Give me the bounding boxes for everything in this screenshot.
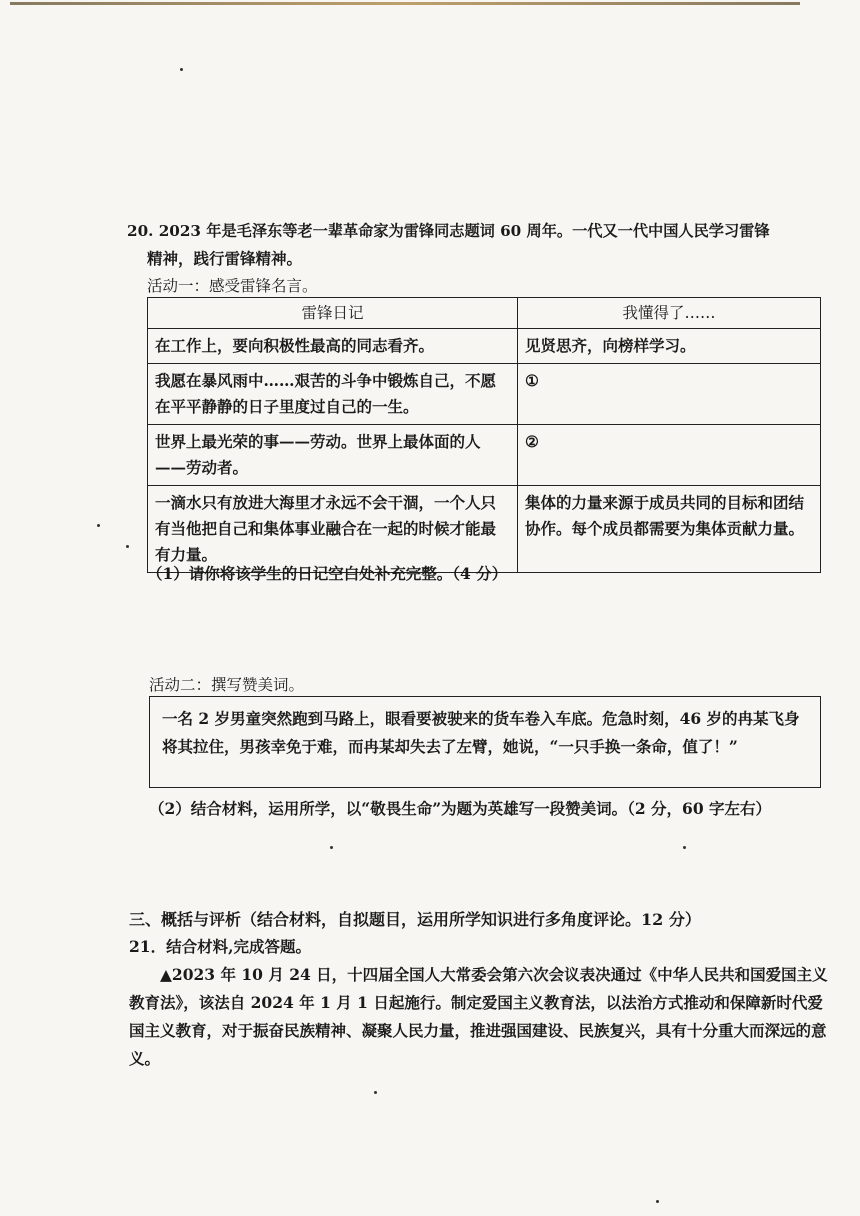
table-row <box>148 329 821 364</box>
table-row <box>148 425 821 486</box>
q21-title: 21．结合材料,完成答题。 <box>129 937 311 956</box>
scan-speck <box>683 846 686 849</box>
scan-speck <box>97 524 100 527</box>
scan-speck <box>180 68 183 71</box>
activity2-title: 活动二：撰写赞美词。 <box>149 676 305 694</box>
sub-question-2: （2）结合材料，运用所学，以“敬畏生命”为题为英雄写一段赞美词。（2 分，60 字左右） <box>149 799 772 818</box>
table-header-diary: 雷锋日记 <box>148 298 518 329</box>
q20-intro-line2: 精神，践行雷锋精神。 <box>147 249 303 268</box>
diary-quote: 一滴水只有放进大海里才永远不会干涸，一个人只有当他把自己和集体事业融合在一起的时候才能最有力量。 <box>148 486 518 573</box>
q20-intro-line1: 20. 2023 年是毛泽东等老一辈革命家为雷锋同志题词 60 周年。一代又一代中国人民学习雷锋 <box>127 222 770 240</box>
diary-blank-2[interactable]: ② <box>518 425 821 486</box>
table-row <box>148 364 821 425</box>
diary-insight: 集体的力量来源于成员共同的目标和团结协作。每个成员都需要为集体贡献力量。 <box>518 486 821 573</box>
diary-blank-1[interactable]: ① <box>518 364 821 425</box>
leifeng-diary-table <box>147 297 821 573</box>
diary-quote: 在工作上，要向积极性最高的同志看齐。 <box>148 329 518 364</box>
diary-insight: 见贤思齐，向榜样学习。 <box>518 329 821 364</box>
scan-speck <box>330 846 333 849</box>
table-header-insight: 我懂得了…… <box>518 298 821 329</box>
table-row <box>148 486 821 573</box>
activity1-title: 活动一：感受雷锋名言。 <box>147 277 318 295</box>
scan-speck <box>374 1091 377 1094</box>
scan-speck <box>656 1200 659 1203</box>
section3-heading: 三、概括与评析（结合材料，自拟题目，运用所学知识进行多角度评论。12 分） <box>129 910 701 929</box>
scan-top-edge <box>10 2 800 5</box>
table-header-row <box>148 298 821 329</box>
scan-speck <box>126 545 129 548</box>
sub-question-1: （1）请你将该学生的日记空白处补充完整。（4 分） <box>147 564 508 583</box>
q21-material: ▲2023 年 10 月 24 日，十四届全国人大常委会第六次会议表决通过《中华人民共和国爱国主义教育法》，该法自 2024 年 1 月 1 日起施行。制定爱国主义教育法，以法治方式推动和保障新时代爱国主义教育，对于振奋民族精神、凝聚人民力量，推进强国建设、民族复兴，具有十分重大而深远的意义。 <box>129 965 828 1068</box>
hero-material-box: 一名 2 岁男童突然跑到马路上，眼看要被驶来的货车卷入车底。危急时刻，46 岁的冉某飞身将其拉住，男孩幸免于难，而冉某却失去了左臂，她说，“一只手换一条命，值了！” <box>149 696 821 788</box>
diary-quote: 世界上最光荣的事——劳动。世界上最体面的人——劳动者。 <box>148 425 518 486</box>
diary-quote: 我愿在暴风雨中……艰苦的斗争中锻炼自己，不愿在平平静静的日子里度过自己的一生。 <box>148 364 518 425</box>
